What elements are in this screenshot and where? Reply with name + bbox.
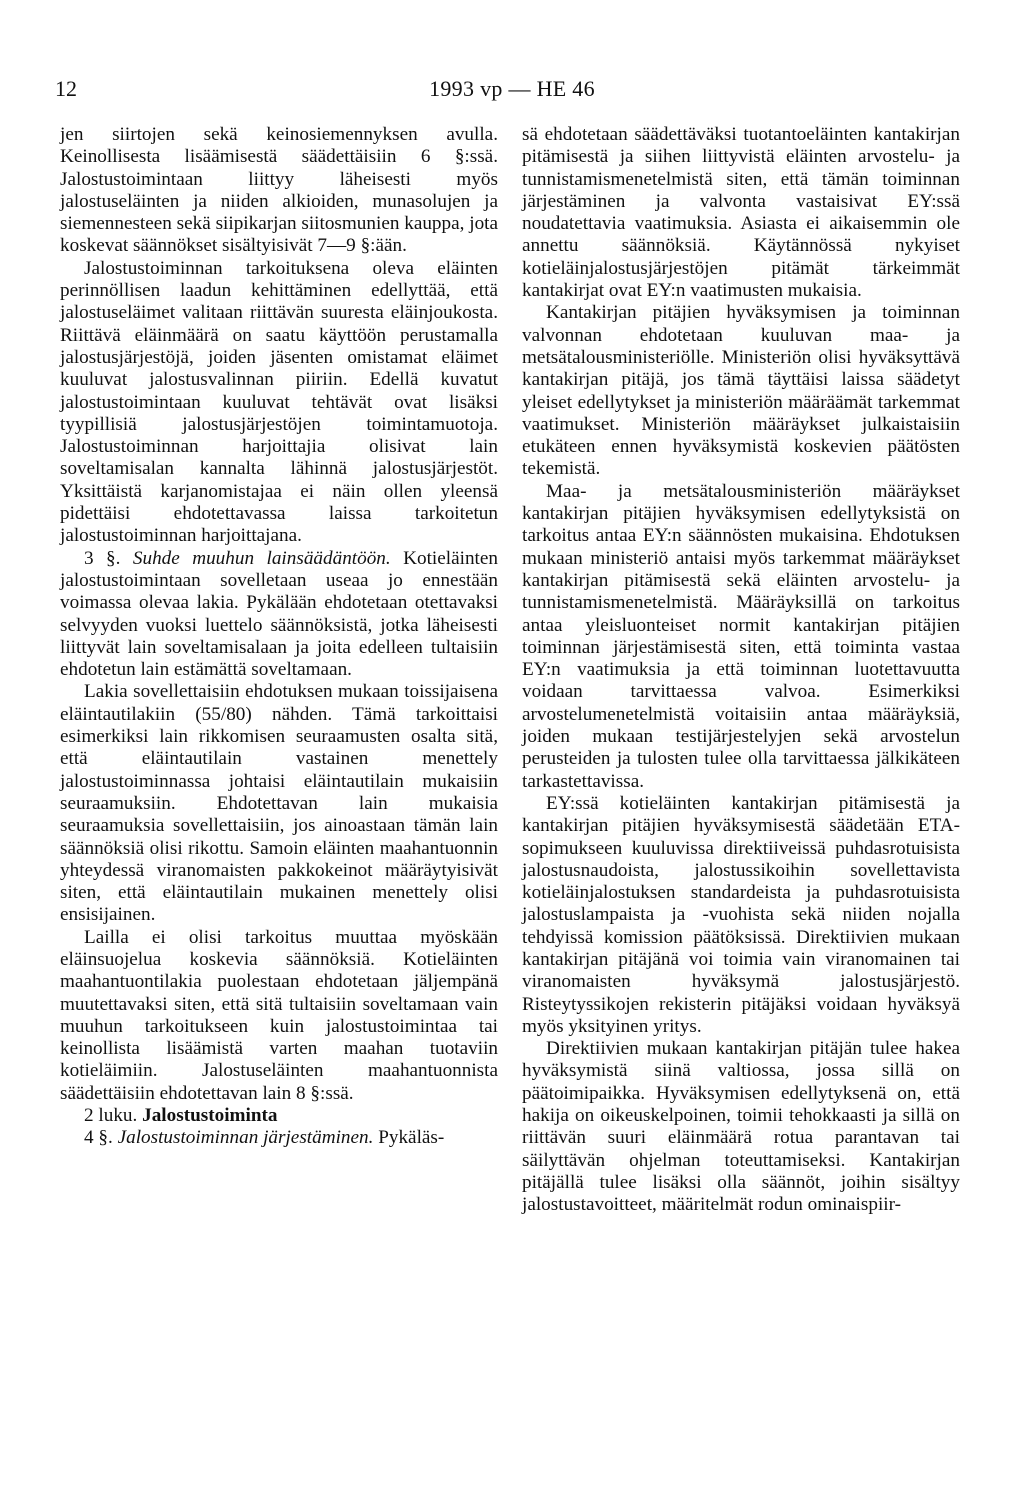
chapter-number: 2 luku. — [84, 1105, 143, 1127]
paragraph-section-4 — [60, 1127, 498, 1149]
paragraph: Lakia sovellettaisiin ehdotuksen mukaan toissijaisena eläintautilakiin (55/80) nähden. Tämä tarkoittaisi esimerkiksi lain rikkomisen seuraamusten osalta sitä, että eläintautilain vastainen menettely jalostustoiminnassa johtaisi eläintautilain mukaisiin seuraamuksiin. Ehdotettavan lain mukaisia seuraamuksia sovellettaisiin, jos ainoastaan tämän lain säännöksiä olisi rikottu. Samoin eläinten maahantuonnin yhteydessä viranomaisten pakkokeinot määräytyisivät siten, että eläintautilain mukainen menettely olisi ensisijainen. — [60, 681, 498, 926]
right-column — [522, 124, 960, 1217]
paragraph: sä ehdotetaan säädettäväksi tuotantoeläinten kantakirjan pitämisestä ja siihen liittyvistä eläinten arvostelu- ja tunnistamismenetelmistä siten, että tämän toiminnan järjestäminen ja valvonta vastaisivat EY:ssä noudatettavia vaatimuksia. Asiasta ei aikaisemmin ole annettu säännöksiä. Käytännössä nykyiset kotieläinjalostusjärjestöjen pitämät tärkeimmät kantakirjat ovat EY:n vaatimusten mukaisia. — [522, 124, 960, 302]
paragraph: EY:ssä kotieläinten kantakirjan pitämisestä ja kantakirjan pitäjien hyväksymisestä säädetään ETA-sopimukseen kuuluvissa direktiiveissä puhdasrotuisista jalostusnaudoista, jalostussikoihin sovellettavista kotieläinjalostuksen standardeista ja puhdasrotuisista jalostuslampaista ja -vuohista sekä niiden nojalla tehdyissä komission päätöksissä. Direktiivien mukaan kantakirjan pitäjänä voi toimia vain viranomainen tai viranomaisten hyväksymä jalostusjärjestö. Risteytyssikojen rekisterin pitäjäksi voidaan hyväksyä myös yksityinen yritys. — [522, 792, 960, 1037]
paragraph-section-3 — [60, 548, 498, 682]
paragraph: Jalostustoiminnan tarkoituksena oleva eläinten perinnöllisen laadun kehittäminen edellyttää, että jalostuseläimet valitaan riittävän suuresta eläinjoukosta. Riittävä eläinmäärä on saatu käyttöön perustamalla jalostusjärjestöjä, joiden jäsenten omistamat eläimet kuuluvat jalostusvalinnan piiriin. Edellä kuvatut jalostustoimintaan kuuluvat tehtävät ovat lisäksi tyypillisiä jalostusjärjestöjen toimintamuotoja. Jalostustoiminnan harjoittajia olisivat lain soveltamisalan kannalta lähinnä jalostusjärjestöt. Yksittäistä karjanomistajaa ei näin ollen yleensä pidettäisi ehdotettavassa laissa tarkoitetun jalostustoiminnan harjoittajana. — [60, 257, 498, 547]
page-number: 12 — [55, 76, 77, 101]
section-number: 3 §. — [84, 547, 133, 569]
paragraph: Direktiivien mukaan kantakirjan pitäjän tulee hakea hyväksymistä siinä valtiossa, jossa sillä on päätoimipaikka. Hyväksymisen edellytyksenä on, että hakija on oikeuskelpoinen, toimii tehokkaasti ja sillä on riittävän suuri eläinmäärä rotua parantavan tai säilyttävän ohjelman toteuttamiseksi. Kantakirjan pitäjällä tulee lisäksi olla säännöt, joihin sisältyy jalostustavoitteet, määritelmät rodun ominaispiir- — [522, 1038, 960, 1216]
section-text: Pykäläs- — [373, 1127, 445, 1149]
running-title: 1993 vp — HE 46 — [429, 76, 595, 101]
paragraph: Maa- ja metsätalousministeriön määräykset kantakirjan pitäjien hyväksymisen edellytyksistä on tarkoitus antaa EY:n säännösten mukaisina. Ehdotuksen mukaan ministeriö antaisi myös tarkemmat määräykset kantakirjan pitämisestä sekä eläinten arvostelu- ja tunnistamismenetelmistä. Määräyksillä on tarkoitus antaa yleisluonteiset normit kantakirjan pitäjien toiminnan järjestämisestä siten, että toiminta vastaa EY:n vaatimuksia ja että toiminnan luotettavuutta voidaan tarvittaessa valvoa. Esimerkiksi arvostelumenetelmistä voitaisiin antaa määräyksiä, joiden mukaan testijärjestelyjen sekä arvostelun perusteiden ja tulosten tulee olla tarvittaessa jälkikäteen tarkastettavissa. — [522, 480, 960, 792]
left-column — [60, 124, 498, 1150]
paragraph: jen siirtojen sekä keinosiemennyksen avulla. Keinollisesta lisäämisestä säädettäisiin 6 §:ssä. Jalostustoimintaan liittyy läheisesti myös jalostuseläinten ja niiden alkioiden, munasolujen ja siemennesteen sekä siipikarjan siitosmunien kauppa, jota koskevat säännökset sisältyisivät 7—9 §:ään. — [60, 124, 499, 257]
paragraph: Lailla ei olisi tarkoitus muuttaa myöskään eläinsuojelua koskevia säännöksiä. Kotieläinten maahantuontilakia puolestaan ehdotetaan jäljempänä muutettavaksi siten, että sitä tultaisiin soveltamaan vain muuhun tarkoitukseen kuin jalostustoimintaa tai keinollista lisäämistä varten maahan tuotaviin kotieläimiin. Jalostuseläinten maahantuonnista säädettäisiin ehdotettavan lain 8 §:ssä. — [60, 926, 498, 1104]
section-text: Kotieläinten jalostustoimintaan sovelletaan useaa jo ennestään voimassa olevaa lakia. Pykälään ehdotetaan otettavaksi selvyyden vuoksi luettelo säännöksistä, jotka läheisesti liittyvät lain soveltamisalaan ja joita edelleen tultaisiin ehdotetun lain estämättä soveltamaan. — [60, 547, 498, 681]
section-heading: Suhde muuhun lainsäädäntöön. — [132, 547, 391, 569]
page-header — [0, 76, 1024, 106]
chapter-title: Jalostustoiminta — [142, 1105, 278, 1127]
paragraph: Kantakirjan pitäjien hyväksymisen ja toiminnan valvonnan ehdotetaan kuuluvan maa- ja metsätalousministeriölle. Ministeriön olisi hyväksyttävä kantakirjan pitäjä, jos tämä täyttäisi laissa säädetyt yleiset edellytykset ja ministeriön määräämät tarkemmat vaatimukset. Ministeriön määräykset julkaistaisiin etukäteen ennen hyväksymistä koskevien päätösten tekemistä. — [522, 302, 960, 480]
chapter-heading — [60, 1105, 498, 1127]
section-heading: Jalostustoiminnan järjestäminen. — [117, 1127, 374, 1149]
section-number: 4 §. — [84, 1127, 118, 1149]
